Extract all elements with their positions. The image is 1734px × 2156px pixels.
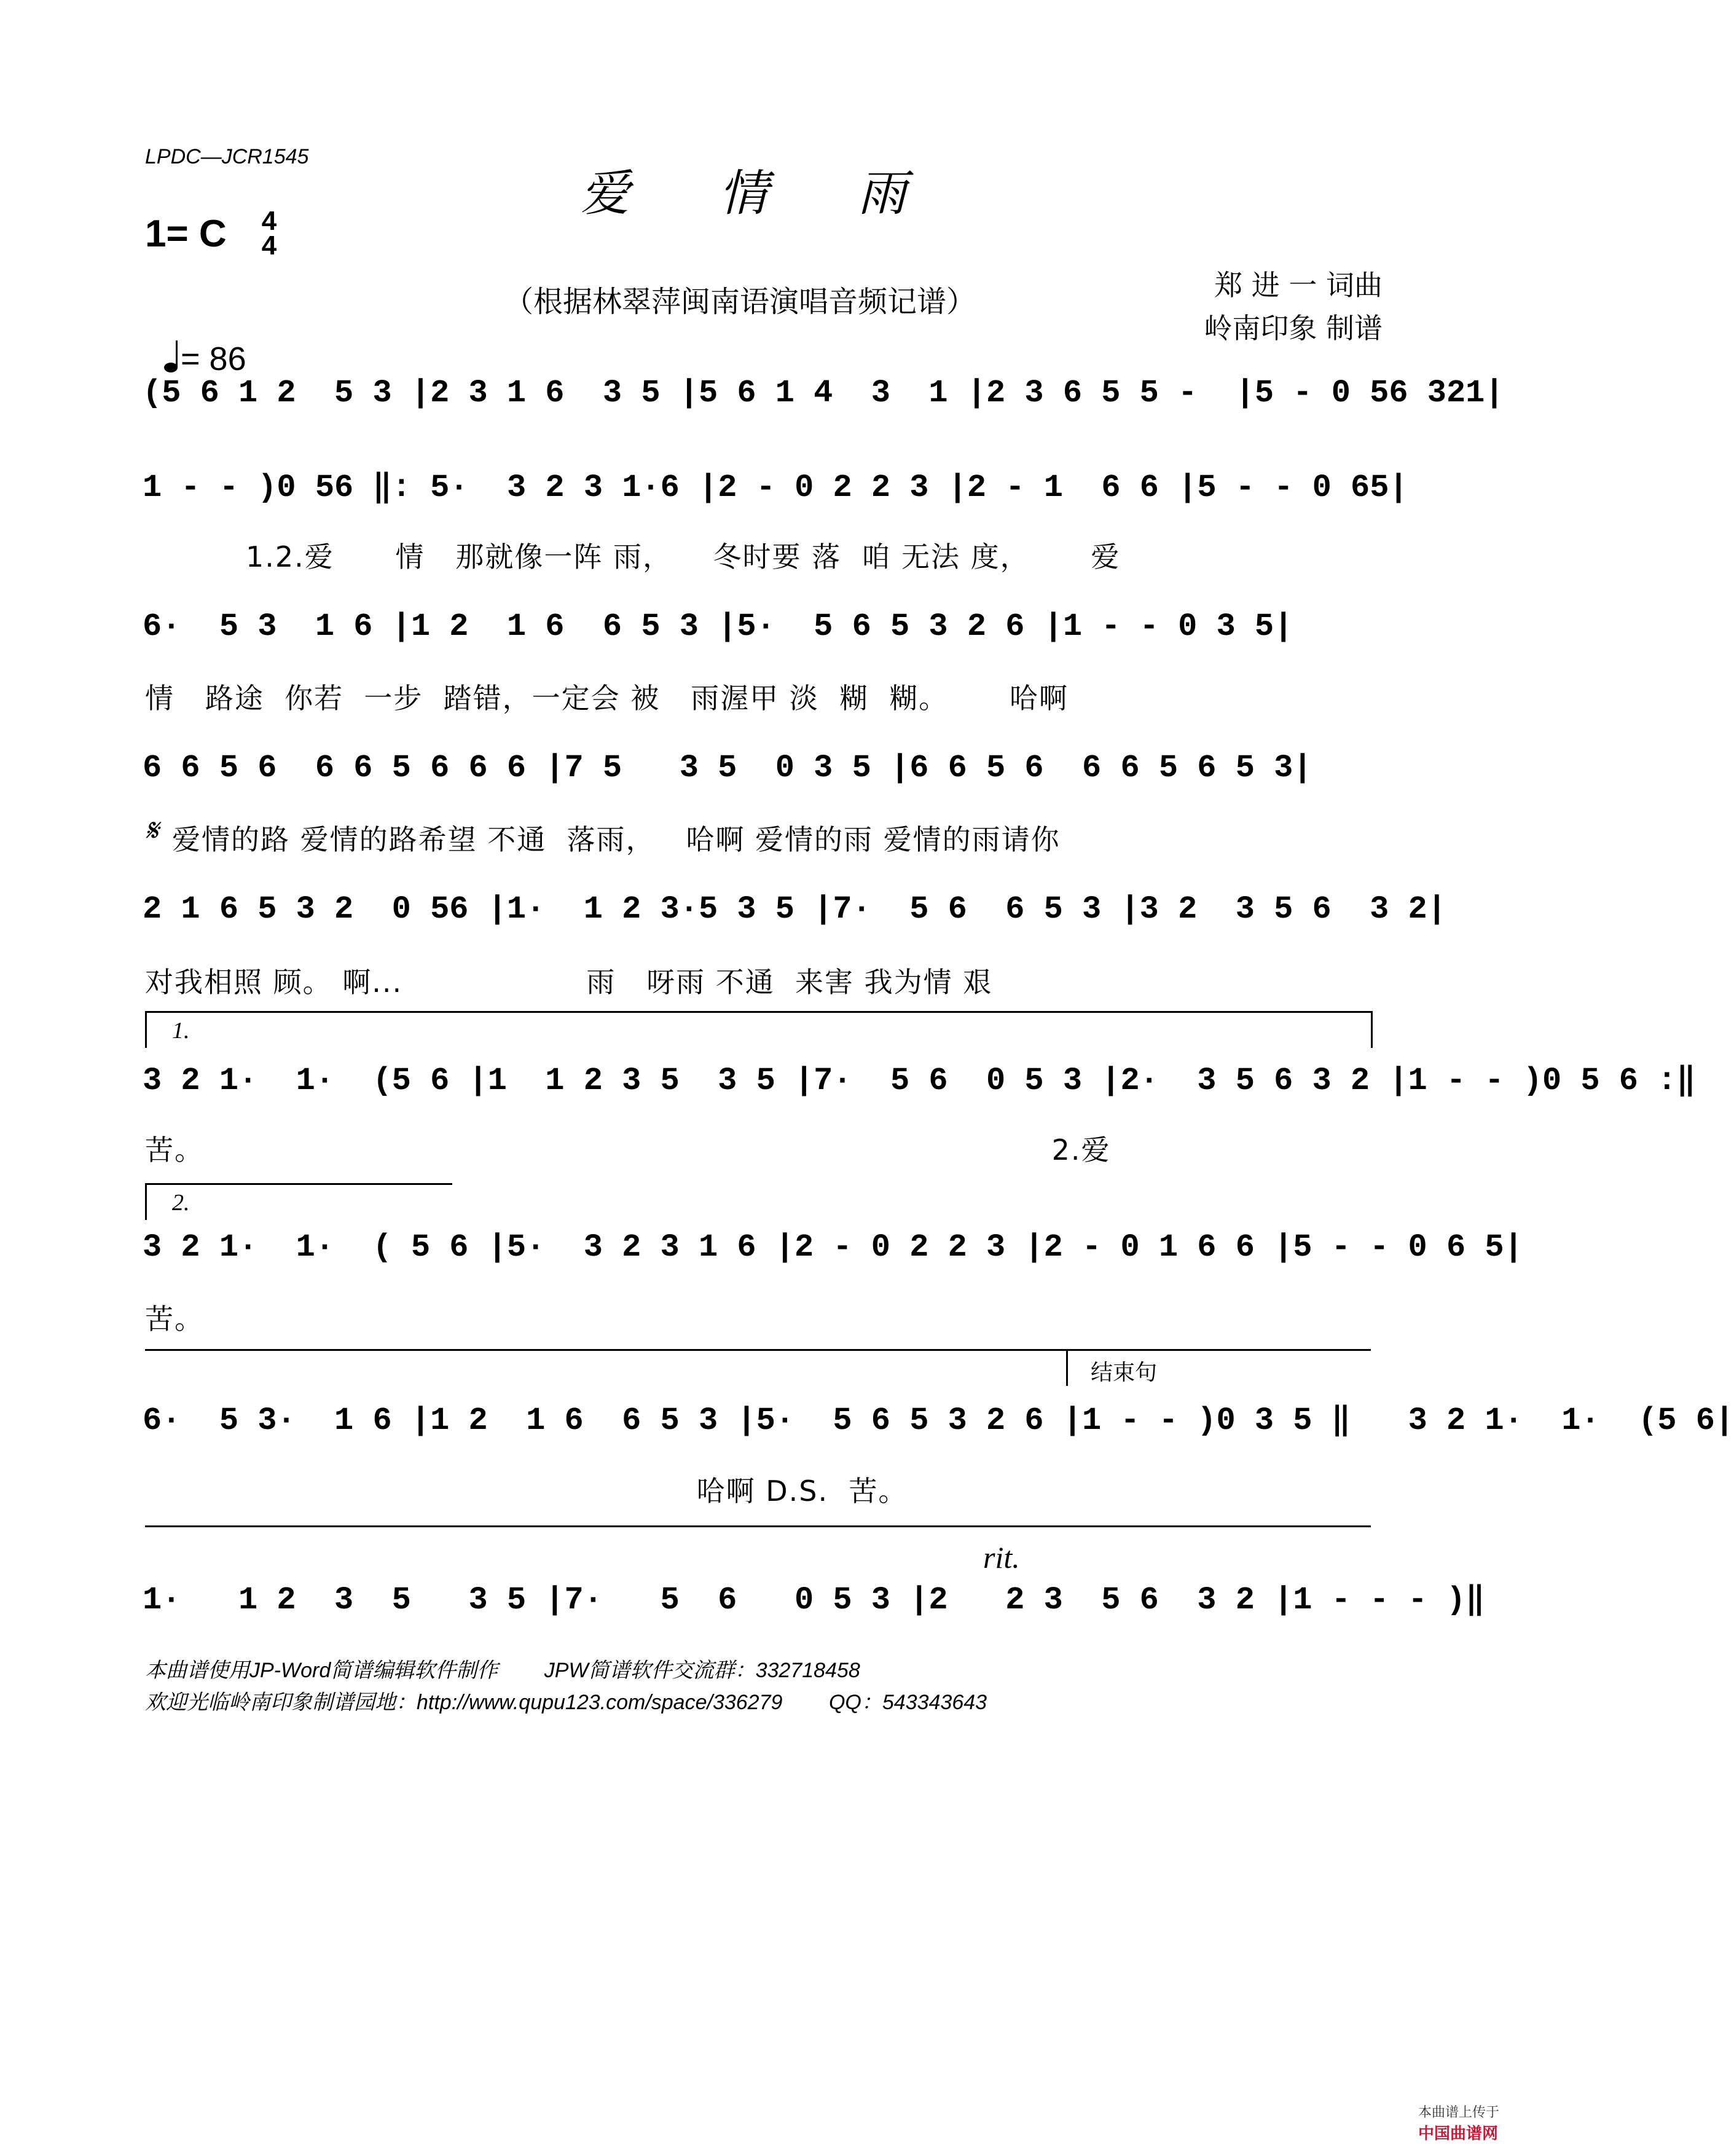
- time-numerator: 4: [261, 206, 277, 236]
- volta-1-bracket: [145, 1011, 1371, 1013]
- music-line-3: 6· 5 3 1 6 |1 2 1 6 6 5 3 |5· 5 6 5 3 2 6 |1 - - 0 3 5|: [143, 608, 1293, 645]
- music-line-1: (5 6 1 2 5 3 |2 3 1 6 3 5 |5 6 1 4 3 1 |2 3 6 5 5 - |5 - 0 56 321|: [143, 375, 1504, 411]
- volta-1-bracket-left: [145, 1011, 147, 1048]
- segno-sign: 𝄋: [145, 813, 159, 848]
- score-code: LPDC—JCR1545: [145, 145, 309, 168]
- site-watermark: [1410, 2087, 1499, 2144]
- tempo-marking: [145, 301, 246, 378]
- final-line-top-rule: [145, 1525, 1371, 1527]
- music-line-7: 3 2 1· 1· ( 5 6 |5· 3 2 3 1 6 |2 - 0 2 2 3 |2 - 0 1 6 6 |5 - - 0 6 5|: [143, 1229, 1523, 1265]
- coda-label: 结束句: [1091, 1360, 1158, 1385]
- music-line-5: 2 1 6 5 3 2 0 56 |1· 1 2 3·5 3 5 |7· 5 6 6 5 3 |3 2 3 5 6 3 2|: [143, 891, 1446, 927]
- lyric-line-2: 1.2.爱 情 那就像一阵 雨， 冬时要 落 咱 无法 度， 爱: [246, 540, 1121, 573]
- time-signature: [257, 206, 281, 261]
- coda-bracket-left: [1066, 1349, 1068, 1386]
- lyric-line-7: 苦。: [145, 1302, 204, 1336]
- song-title: 爱 情 雨: [580, 165, 944, 222]
- lyric-line-4: 爱情的路 爱情的路希望 不通 落雨， 哈啊 爱情的雨 爱情的雨请你: [172, 823, 1061, 856]
- music-line-9: 1· 1 2 3 5 3 5 |7· 5 6 0 5 3 |2 2 3 5 6 3 2 |1 - - - )‖: [143, 1582, 1485, 1618]
- volta-1-label: 1.: [172, 1018, 190, 1044]
- lyricist-credit: 郑 进 一 词曲: [1214, 269, 1383, 302]
- tempo-value: = 86: [181, 340, 246, 377]
- footer-line-2: 欢迎光临岭南印象制谱园地：http://www.qupu123.com/space/336279 QQ：543343643: [145, 1691, 987, 1714]
- subtitle: （根据林翠萍闽南语演唱音频记谱）: [504, 285, 976, 319]
- music-line-2: 1 - - )0 56 ‖: 5· 3 2 3 1·6 |2 - 0 2 2 3 |2 - 1 6 6 |5 - - 0 65|: [143, 470, 1408, 506]
- section-divider-line: [145, 1349, 1371, 1351]
- quarter-note-icon: [163, 339, 181, 374]
- volta-2-bracket: [145, 1183, 452, 1185]
- music-line-6: 3 2 1· 1· (5 6 |1 1 2 3 5 3 5 |7· 5 6 0 5 3 |2· 3 5 6 3 2 |1 - - )0 5 6 :‖: [143, 1063, 1696, 1099]
- site-logo: 中国曲谱网: [1418, 2125, 1498, 2143]
- volta-2-label: 2.: [172, 1190, 190, 1216]
- lyric-line-8: 哈啊 D.S. 苦。: [145, 1474, 908, 1508]
- time-denominator: 4: [261, 230, 277, 261]
- volta-1-bracket-right: [1371, 1011, 1373, 1048]
- music-line-4: 6 6 5 6 6 6 5 6 6 6 |7 5 3 5 0 3 5 |6 6 5 6 6 6 5 6 5 3|: [143, 750, 1312, 786]
- ritardando-marking: rit.: [983, 1540, 1020, 1575]
- footer-line-1: 本曲谱使用JP-Word简谱编辑软件制作 JPW简谱软件交流群：332718458: [145, 1659, 860, 1682]
- volta-2-bracket-left: [145, 1183, 147, 1220]
- watermark-text: 本曲谱上传于: [1418, 2105, 1499, 2120]
- lyric-line-5: 对我相照 顾。 啊... 雨 呀雨 不通 来害 我为情 艰: [145, 966, 993, 999]
- arranger-credit: 岭南印象 制谱: [1204, 312, 1383, 345]
- lyric-line-3: 情 路途 你若 一步 踏错，一定会 被 雨渥甲 淡 糊 糊。 哈啊: [145, 682, 1069, 715]
- lyric-line-6: 苦。 2.爱: [145, 1133, 1111, 1167]
- music-line-8: 6· 5 3· 1 6 |1 2 1 6 6 5 3 |5· 5 6 5 3 2 6 |1 - - )0 3 5 ‖ 3 2 1· 1· (5 6|: [143, 1403, 1734, 1439]
- key-signature: 1= C: [145, 213, 227, 255]
